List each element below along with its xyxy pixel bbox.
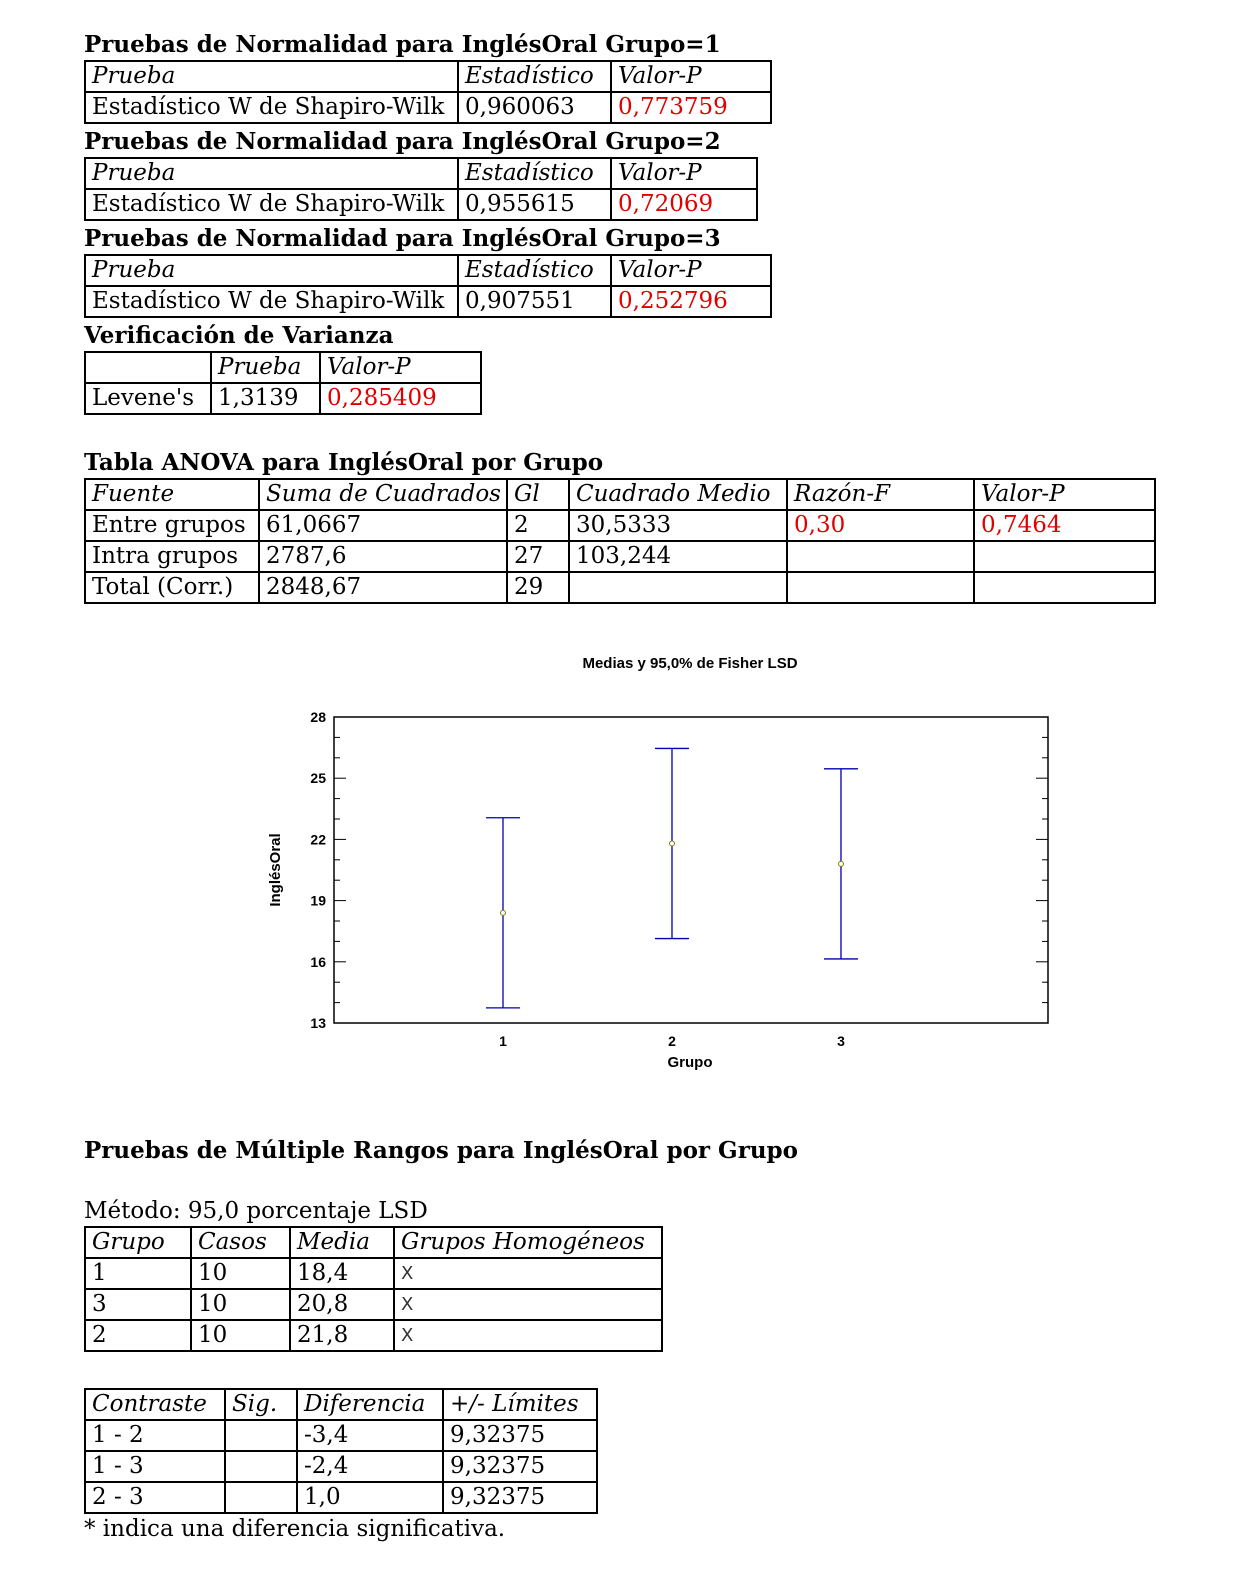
cell-valor-p: 0,285409	[320, 383, 481, 414]
variance-table	[84, 351, 482, 415]
cell-prueba: Estadístico W de Shapiro-Wilk	[85, 286, 458, 317]
cell-casos: 10	[191, 1289, 290, 1320]
cell-contraste: 1 - 3	[85, 1451, 225, 1482]
table-header-row	[85, 158, 757, 189]
table-row	[85, 383, 481, 414]
cell-limites: 9,32375	[443, 1451, 597, 1482]
header-estadistico: Estadístico	[458, 158, 611, 189]
header-estadistico: Estadístico	[458, 61, 611, 92]
y-tick-label: 25	[310, 770, 326, 787]
cell-estadistico: 0,907551	[458, 286, 611, 317]
header-limites: +/- Límites	[443, 1389, 597, 1420]
cell-gl: 2	[507, 510, 569, 541]
normality-section-1	[84, 30, 772, 124]
cell-media: 18,4	[290, 1258, 394, 1289]
y-tick-label: 22	[310, 831, 326, 848]
x-axis-label: Grupo	[667, 1054, 713, 1071]
normality-table-3	[84, 254, 772, 318]
x-tick-label: 1	[499, 1033, 507, 1049]
method-label: Método: 95,0 porcentaje LSD	[84, 1198, 428, 1224]
normality-section-2	[84, 127, 758, 221]
variance-section	[84, 321, 482, 415]
header-valor-p: Valor-P	[320, 352, 481, 383]
cell-casos: 10	[191, 1258, 290, 1289]
anova-section	[84, 448, 1156, 604]
y-tick-label: 28	[310, 709, 326, 725]
header-casos: Casos	[191, 1227, 290, 1258]
table-row	[85, 1420, 597, 1451]
normality-title-1: Pruebas de Normalidad para InglésOral Grupo=1	[84, 31, 721, 58]
cell-fuente: Intra grupos	[85, 541, 259, 572]
multiple-range-table	[84, 1226, 663, 1352]
header-valor-p: Valor-P	[974, 479, 1155, 510]
mean-point	[838, 861, 843, 866]
y-tick-label: 16	[310, 953, 326, 970]
cell-prueba: Estadístico W de Shapiro-Wilk	[85, 189, 458, 220]
table-header-row	[85, 352, 481, 383]
table-header-row	[85, 61, 771, 92]
table-row	[85, 189, 757, 220]
header-suma: Suma de Cuadrados	[259, 479, 507, 510]
header-estadistico: Estadístico	[458, 255, 611, 286]
cell-diferencia: 1,0	[297, 1482, 443, 1513]
mean-point	[669, 841, 674, 846]
cell-fuente: Entre grupos	[85, 510, 259, 541]
cell-valor-p	[974, 572, 1155, 603]
table-row	[85, 541, 1155, 572]
y-tick-label: 19	[310, 892, 326, 909]
cell-gl: 27	[507, 541, 569, 572]
chart-title: Medias y 95,0% de Fisher LSD	[582, 655, 798, 672]
variance-title: Verificación de Varianza	[84, 322, 394, 349]
table-row	[85, 572, 1155, 603]
multiple-range-table-block	[84, 1196, 663, 1352]
cell-limites: 9,32375	[443, 1420, 597, 1451]
cell-gl: 29	[507, 572, 569, 603]
table-header-row	[85, 1227, 662, 1258]
cell-homogeneous-mark: X	[394, 1258, 662, 1289]
contrasts-section	[84, 1388, 598, 1544]
cell-suma: 2848,67	[259, 572, 507, 603]
header-media: Media	[290, 1227, 394, 1258]
header-prueba: Prueba	[85, 255, 458, 286]
cell-grupo: 2	[85, 1320, 191, 1351]
header-grupos-homogeneos: Grupos Homogéneos	[394, 1227, 662, 1258]
y-tick-label: 13	[310, 1015, 326, 1031]
header-cuadrado-medio: Cuadrado Medio	[569, 479, 787, 510]
table-row	[85, 1482, 597, 1513]
multiple-range-title: Pruebas de Múltiple Rangos para InglésOral por Grupo	[84, 1137, 798, 1164]
cell-sig	[225, 1420, 297, 1451]
contrasts-table	[84, 1388, 598, 1514]
cell-valor-p	[974, 541, 1155, 572]
cell-cuadrado-medio: 30,5333	[569, 510, 787, 541]
table-row	[85, 1320, 662, 1351]
cell-cuadrado-medio	[569, 572, 787, 603]
table-row	[85, 92, 771, 123]
header-fuente: Fuente	[85, 479, 259, 510]
header-valor-p: Valor-P	[611, 61, 771, 92]
cell-razon-f: 0,30	[787, 510, 974, 541]
cell-sig	[225, 1482, 297, 1513]
cell-sig	[225, 1451, 297, 1482]
normality-section-3	[84, 224, 772, 318]
cell-limites: 9,32375	[443, 1482, 597, 1513]
header-contraste: Contraste	[85, 1389, 225, 1420]
header-sig: Sig.	[225, 1389, 297, 1420]
multiple-range-section	[84, 1136, 798, 1166]
lsd-chart	[250, 645, 1070, 1085]
header-prueba: Prueba	[211, 352, 320, 383]
cell-media: 20,8	[290, 1289, 394, 1320]
cell-valor-p: 0,72069	[611, 189, 757, 220]
anova-title: Tabla ANOVA para InglésOral por Grupo	[84, 449, 604, 476]
mean-point	[500, 910, 505, 915]
header-blank	[85, 352, 211, 383]
table-row	[85, 286, 771, 317]
chart-marks	[486, 748, 858, 1007]
cell-homogeneous-mark: X	[394, 1320, 662, 1351]
anova-table	[84, 478, 1156, 604]
cell-valor-p: 0,252796	[611, 286, 771, 317]
cell-media: 21,8	[290, 1320, 394, 1351]
table-row	[85, 1258, 662, 1289]
cell-prueba: 1,3139	[211, 383, 320, 414]
table-header-row	[85, 479, 1155, 510]
normality-title-3: Pruebas de Normalidad para InglésOral Grupo=3	[84, 225, 721, 252]
table-row	[85, 1451, 597, 1482]
normality-table-2	[84, 157, 758, 221]
plot-frame	[334, 717, 1048, 1023]
cell-valor-p: 0,773759	[611, 92, 771, 123]
cell-grupo: 3	[85, 1289, 191, 1320]
normality-table-1	[84, 60, 772, 124]
header-prueba: Prueba	[85, 61, 458, 92]
table-header-row	[85, 1389, 597, 1420]
y-axis-label: InglésOral	[267, 833, 284, 907]
table-row	[85, 510, 1155, 541]
cell-razon-f	[787, 541, 974, 572]
cell-valor-p: 0,7464	[974, 510, 1155, 541]
cell-prueba: Estadístico W de Shapiro-Wilk	[85, 92, 458, 123]
header-gl: Gl	[507, 479, 569, 510]
header-valor-p: Valor-P	[611, 255, 771, 286]
header-prueba: Prueba	[85, 158, 458, 189]
cell-cuadrado-medio: 103,244	[569, 541, 787, 572]
header-diferencia: Diferencia	[297, 1389, 443, 1420]
x-tick-label: 3	[837, 1033, 845, 1049]
cell-diferencia: -3,4	[297, 1420, 443, 1451]
cell-suma: 2787,6	[259, 541, 507, 572]
table-header-row	[85, 255, 771, 286]
cell-estadistico: 0,960063	[458, 92, 611, 123]
cell-estadistico: 0,955615	[458, 189, 611, 220]
header-grupo: Grupo	[85, 1227, 191, 1258]
cell-casos: 10	[191, 1320, 290, 1351]
table-row	[85, 1289, 662, 1320]
cell-homogeneous-mark: X	[394, 1289, 662, 1320]
cell-fuente: Total (Corr.)	[85, 572, 259, 603]
cell-contraste: 1 - 2	[85, 1420, 225, 1451]
chart-axes	[310, 709, 1048, 1049]
footnote: * indica una diferencia significativa.	[84, 1516, 506, 1542]
x-tick-label: 2	[668, 1033, 676, 1049]
cell-grupo: 1	[85, 1258, 191, 1289]
normality-title-2: Pruebas de Normalidad para InglésOral Grupo=2	[84, 128, 721, 155]
header-razon-f: Razón-F	[787, 479, 974, 510]
cell-contraste: 2 - 3	[85, 1482, 225, 1513]
cell-suma: 61,0667	[259, 510, 507, 541]
header-valor-p: Valor-P	[611, 158, 757, 189]
cell-test-name: Levene's	[85, 383, 211, 414]
cell-razon-f	[787, 572, 974, 603]
cell-diferencia: -2,4	[297, 1451, 443, 1482]
